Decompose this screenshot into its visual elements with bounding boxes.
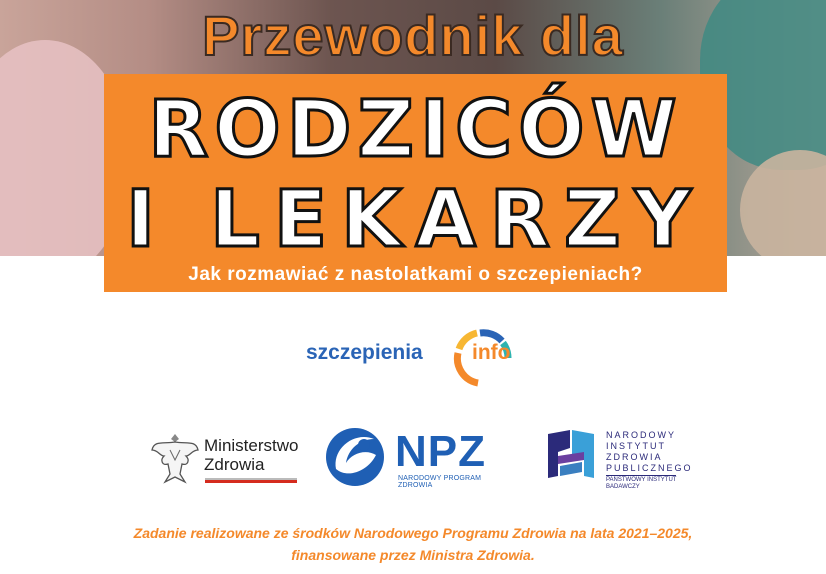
- white-eagle-emblem-icon: [150, 430, 200, 486]
- pzh-sub1: PAŃSTWOWY INSTYTUT: [606, 477, 677, 483]
- ministerstwo-zdrowia-text: [204, 436, 298, 474]
- funding-note-line1: Zadanie realizowane ze środków Narodowego Programu Zdrowia na lata 2021–2025,: [133, 525, 693, 541]
- subtitle: Jak rozmawiać z nastolatkami o szczepieniach?: [188, 264, 643, 285]
- szczepienia-info-logo: [300, 327, 540, 389]
- pzh-monogram-icon: [540, 426, 602, 486]
- pzh-logo: [540, 426, 693, 490]
- pzh-line3: ZDROWIA: [606, 452, 663, 462]
- title-line-lekarzy: I LEKARZY: [125, 175, 706, 265]
- pzh-name: [606, 430, 693, 474]
- photo-hand: [740, 150, 826, 256]
- title-box: [104, 74, 727, 292]
- pzh-line2: INSTYTUT: [606, 441, 666, 451]
- npz-swirl-icon: [322, 425, 388, 489]
- pzh-subtitle: [606, 475, 676, 491]
- funding-note: [0, 522, 826, 566]
- pzh-line1: NARODOWY: [606, 430, 676, 440]
- headline: Przewodnik dla: [202, 4, 624, 67]
- szczepienia-word: szczepienia: [306, 341, 423, 364]
- title-line-rodzicow: RODZICÓW: [148, 85, 683, 175]
- mz-line2: Zdrowia: [204, 455, 265, 474]
- ministerstwo-zdrowia-logo: [150, 430, 310, 490]
- funding-note-line2: finansowane przez Ministra Zdrowia.: [291, 547, 535, 563]
- mz-line1: Ministerstwo: [204, 436, 299, 455]
- pzh-sub2: BADAWCZY: [606, 484, 640, 490]
- pzh-line4: PUBLICZNEGO: [606, 463, 693, 473]
- npz-abbr: NPZ: [395, 427, 486, 476]
- npz-full-name: NARODOWY PROGRAM ZDROWIA: [398, 475, 482, 489]
- npz-logo: [322, 425, 512, 491]
- info-word: info: [472, 341, 511, 364]
- flag-stripe: [205, 478, 297, 483]
